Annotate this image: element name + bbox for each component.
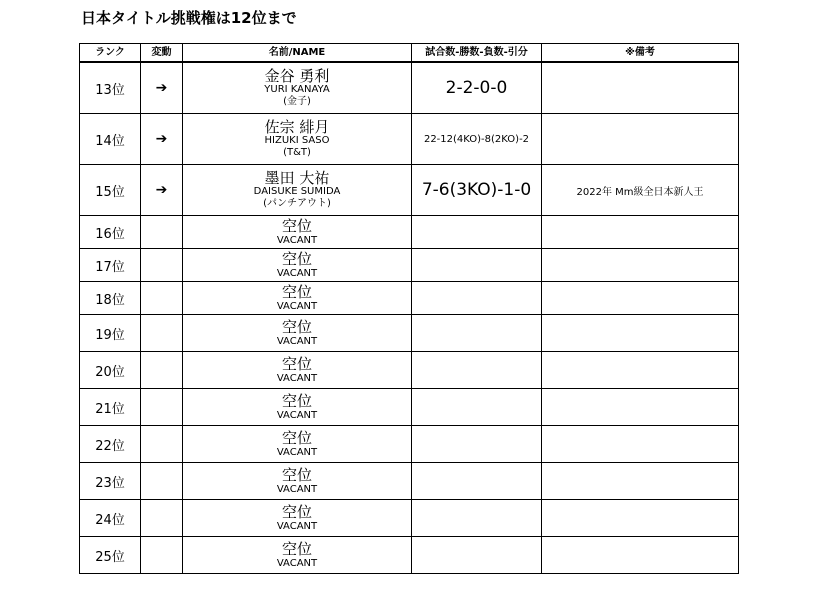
move-cell: [141, 463, 183, 500]
boxer-name-en: HIZUKI SASO: [264, 135, 330, 146]
move-cell: [141, 500, 183, 537]
arrow-right-icon: ➔: [141, 114, 183, 165]
note-cell: [542, 352, 739, 389]
vacant-label-en: VACANT: [276, 335, 318, 347]
boxer-gym: (T&T): [283, 147, 311, 158]
note-cell: [542, 216, 739, 249]
vacant-label-en: VACANT: [276, 372, 318, 384]
record-cell: [412, 537, 542, 574]
rank-cell: 18位: [80, 282, 141, 315]
vacant-label-en: VACANT: [276, 234, 318, 246]
rank-cell: 23位: [80, 463, 141, 500]
vacant-label-jp: 空位: [281, 391, 312, 410]
vacant-label-jp: 空位: [281, 465, 312, 484]
table-row: [80, 216, 739, 249]
record-cell: 2-2-0-0: [412, 62, 542, 114]
vacant-label-jp: 空位: [281, 428, 312, 447]
arrow-right-icon: ➔: [141, 62, 183, 114]
table-row: [80, 463, 739, 500]
name-cell: [183, 114, 412, 165]
note-cell: [542, 537, 739, 574]
boxer-gym: (パンチアウト): [263, 198, 331, 209]
vacant-label-jp: 空位: [281, 216, 312, 235]
note-cell: [542, 282, 739, 315]
note-cell: [542, 500, 739, 537]
move-cell: [141, 216, 183, 249]
name-cell: [183, 352, 412, 389]
record-cell: [412, 249, 542, 282]
note-cell: [542, 426, 739, 463]
record-cell: 7-6(3KO)-1-0: [412, 165, 542, 216]
vacant-label-en: VACANT: [276, 300, 318, 312]
note-cell: [542, 114, 739, 165]
move-cell: [141, 352, 183, 389]
table-header-row: [80, 44, 739, 63]
table-row: [80, 352, 739, 389]
move-cell: [141, 282, 183, 315]
vacant-label-en: VACANT: [276, 409, 318, 421]
rank-cell: 14位: [80, 114, 141, 165]
name-cell: [183, 216, 412, 249]
move-cell: [141, 315, 183, 352]
vacant-label-jp: 空位: [281, 354, 312, 373]
name-cell: [183, 282, 412, 315]
header-rank: ランク: [80, 44, 141, 63]
boxer-name-jp: 墨田 大祐: [264, 169, 330, 187]
rank-cell: 22位: [80, 426, 141, 463]
header-note: ※備考: [542, 44, 739, 63]
table-row: [80, 315, 739, 352]
name-cell: [183, 426, 412, 463]
name-cell: [183, 249, 412, 282]
record-cell: [412, 500, 542, 537]
move-cell: [141, 249, 183, 282]
rank-cell: 25位: [80, 537, 141, 574]
boxer-gym: (金子): [283, 96, 311, 107]
page-title: 日本タイトル挑戦権は12位まで: [81, 9, 297, 27]
rank-cell: 17位: [80, 249, 141, 282]
name-cell: [183, 62, 412, 114]
table-row: [80, 165, 739, 216]
name-cell: [183, 165, 412, 216]
table-row: [80, 62, 739, 114]
record-cell: [412, 352, 542, 389]
vacant-label-en: VACANT: [276, 557, 318, 569]
note-cell: 2022年 Mm級全日本新人王: [542, 165, 739, 216]
vacant-label-en: VACANT: [276, 267, 318, 279]
table-row: [80, 114, 739, 165]
table-row: [80, 500, 739, 537]
header-record: 試合数-勝数-負数-引分: [412, 44, 542, 63]
record-cell: [412, 315, 542, 352]
move-cell: [141, 537, 183, 574]
ranking-table: [79, 43, 739, 574]
record-cell: 22-12(4KO)-8(2KO)-2: [412, 114, 542, 165]
boxer-name-jp: 金谷 勇利: [264, 67, 330, 85]
table-row: [80, 249, 739, 282]
name-cell: [183, 389, 412, 426]
boxer-name-en: DAISUKE SUMIDA: [253, 186, 341, 197]
arrow-right-icon: ➔: [141, 165, 183, 216]
note-cell: [542, 249, 739, 282]
boxer-name-jp: 佐宗 緋月: [264, 118, 330, 136]
record-cell: [412, 389, 542, 426]
header-move: 変動: [141, 44, 183, 63]
rank-cell: 16位: [80, 216, 141, 249]
note-cell: [542, 389, 739, 426]
move-cell: [141, 389, 183, 426]
header-name: 名前/NAME: [183, 44, 412, 63]
vacant-label-en: VACANT: [276, 483, 318, 495]
table-row: [80, 389, 739, 426]
vacant-label-jp: 空位: [281, 282, 312, 301]
rank-cell: 15位: [80, 165, 141, 216]
record-cell: [412, 282, 542, 315]
move-cell: [141, 426, 183, 463]
record-cell: [412, 216, 542, 249]
vacant-label-jp: 空位: [281, 317, 312, 336]
table-row: [80, 426, 739, 463]
rank-cell: 13位: [80, 62, 141, 114]
note-cell: [542, 463, 739, 500]
vacant-label-jp: 空位: [281, 502, 312, 521]
record-cell: [412, 463, 542, 500]
rank-cell: 21位: [80, 389, 141, 426]
name-cell: [183, 315, 412, 352]
vacant-label-en: VACANT: [276, 520, 318, 532]
rank-cell: 24位: [80, 500, 141, 537]
record-cell: [412, 426, 542, 463]
vacant-label-jp: 空位: [281, 249, 312, 268]
boxer-name-en: YURI KANAYA: [264, 84, 330, 95]
table-row: [80, 282, 739, 315]
vacant-label-jp: 空位: [281, 539, 312, 558]
table-row: [80, 537, 739, 574]
name-cell: [183, 463, 412, 500]
note-cell: [542, 62, 739, 114]
rank-cell: 20位: [80, 352, 141, 389]
vacant-label-en: VACANT: [276, 446, 318, 458]
note-cell: [542, 315, 739, 352]
name-cell: [183, 500, 412, 537]
name-cell: [183, 537, 412, 574]
rank-cell: 19位: [80, 315, 141, 352]
